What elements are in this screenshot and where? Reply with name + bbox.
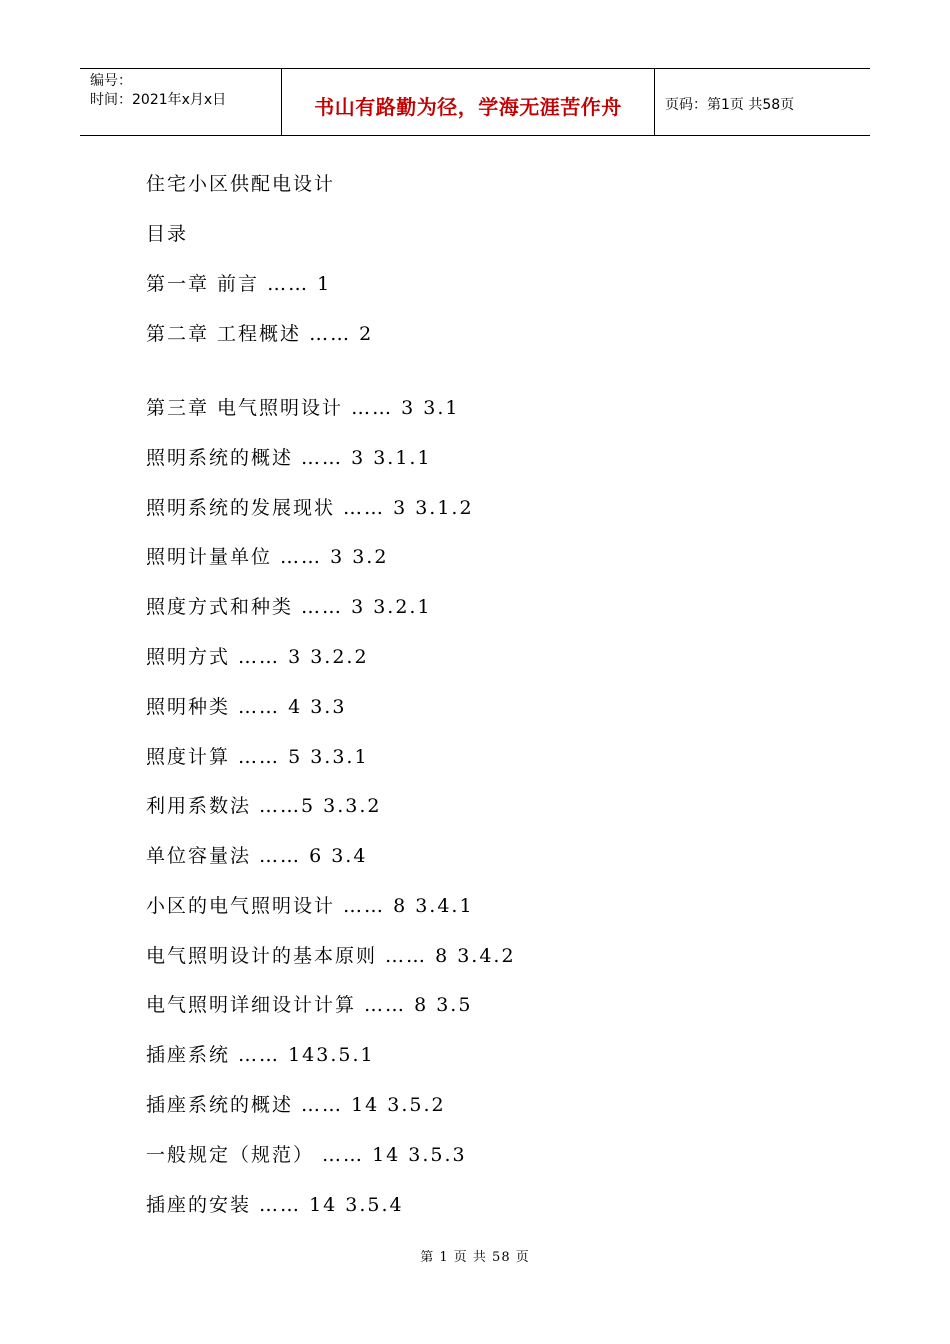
page-footer: 第 1 页 共 58 页	[420, 1250, 530, 1265]
toc-entry: 一般规定（规范） …… 14 3.5.3	[146, 1144, 467, 1166]
toc-entry: 单位容量法 …… 6 3.4	[146, 845, 368, 867]
header-motto: 书山有路勤为径，学海无涯苦作舟	[314, 95, 622, 119]
header-motto-cell	[281, 69, 655, 135]
header-page-info: 页码：第1页 共58页	[665, 97, 795, 113]
toc-entry: 照度方式和种类 …… 3 3.2.1	[146, 596, 432, 618]
toc-heading: 目录	[146, 223, 189, 245]
header-page-cell	[655, 69, 870, 135]
toc-entry: 照明系统的概述 …… 3 3.1.1	[146, 447, 432, 469]
toc-entry: 插座系统的概述 …… 14 3.5.2	[146, 1094, 446, 1116]
toc-entry: 照明方式 …… 3 3.2.2	[146, 646, 369, 668]
header-meta-cell	[80, 69, 281, 135]
toc-entry: 插座系统 …… 143.5.1	[146, 1044, 375, 1066]
toc-entry: 电气照明详细设计计算 …… 8 3.5	[146, 994, 473, 1016]
toc-entry: 第一章 前言 …… 1	[146, 273, 332, 295]
toc-entry: 利用系数法 ……5 3.3.2	[146, 795, 382, 817]
toc-entry: 小区的电气照明设计 …… 8 3.4.1	[146, 895, 474, 917]
toc-entry: 照明种类 …… 4 3.3	[146, 696, 347, 718]
document-number-label: 编号：	[90, 73, 132, 89]
toc-entry: 照明系统的发展现状 …… 3 3.1.2	[146, 497, 474, 519]
toc-entry: 第三章 电气照明设计 …… 3 3.1	[146, 397, 460, 419]
toc-entry: 照度计算 …… 5 3.3.1	[146, 746, 369, 768]
page-header	[80, 68, 870, 136]
document-title: 住宅小区供配电设计	[146, 173, 336, 195]
toc-entry: 第二章 工程概述 …… 2	[146, 323, 374, 345]
toc-entry: 插座的安装 …… 14 3.5.4	[146, 1194, 404, 1216]
document-time-label: 时间：2021年x月x日	[90, 92, 227, 108]
toc-entry: 电气照明设计的基本原则 …… 8 3.4.2	[146, 945, 516, 967]
toc-entry: 照明计量单位 …… 3 3.2	[146, 546, 389, 568]
